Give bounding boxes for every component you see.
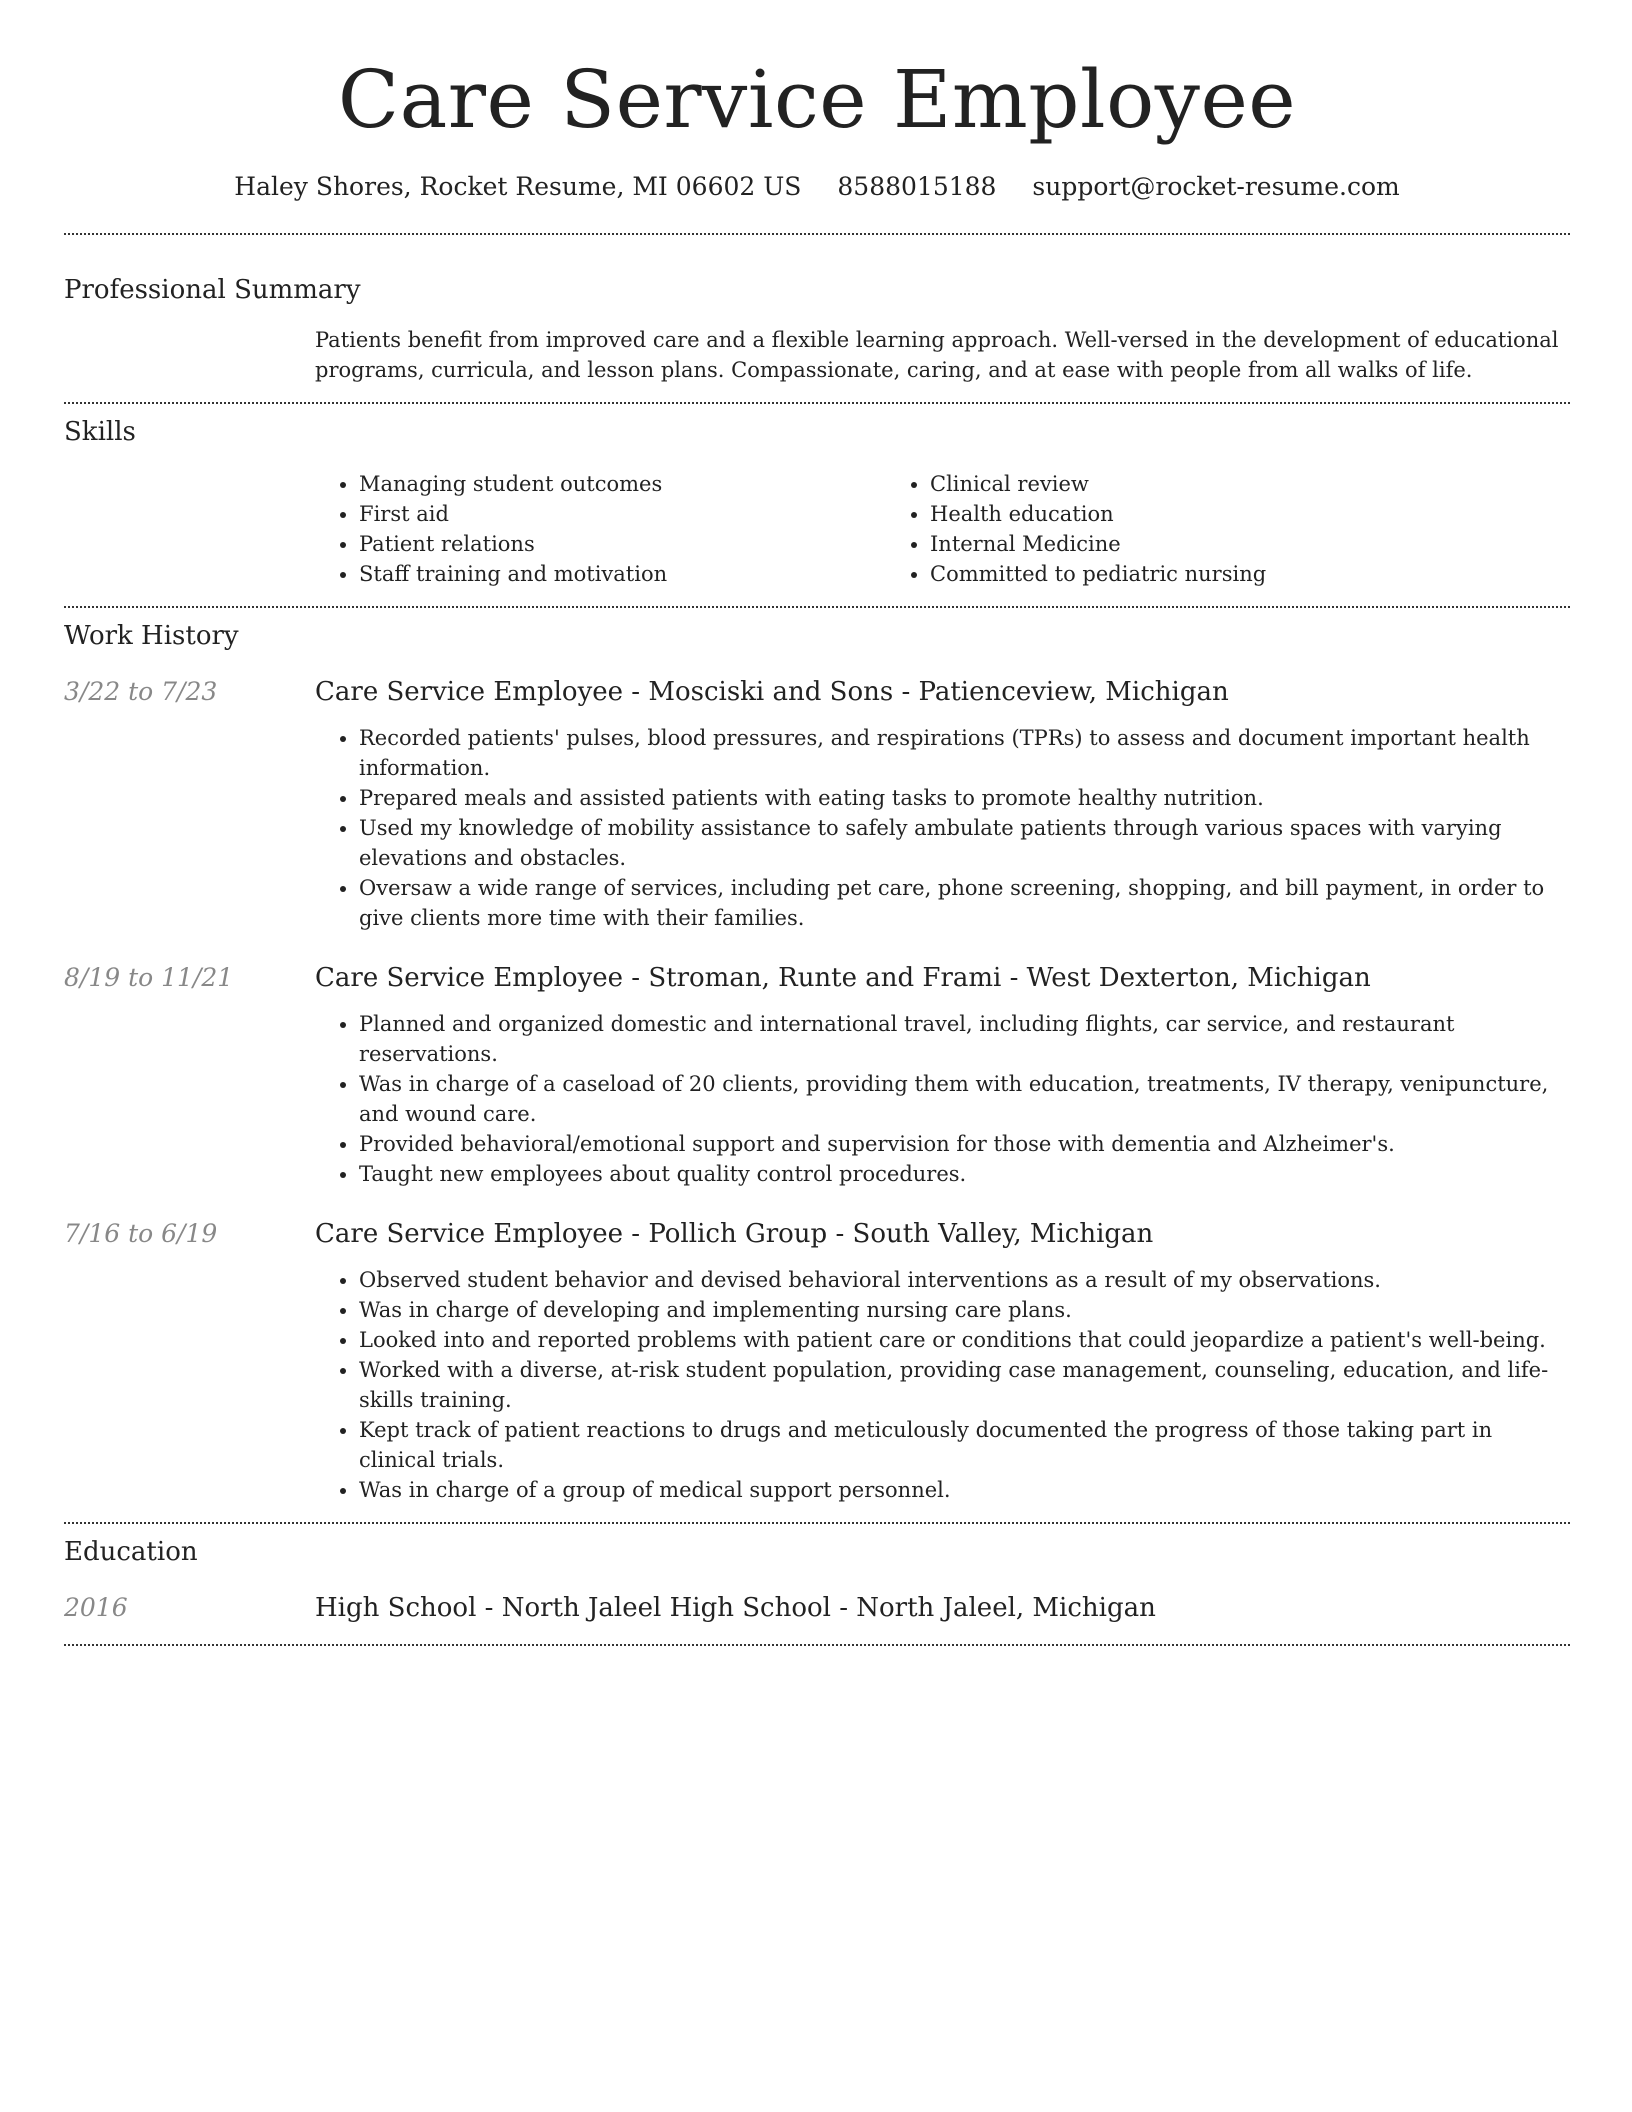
duty-item: • Kept track of patient reactions to drugs and meticulously documented the progress of those taking part in clinical trials. — [359, 1415, 1570, 1475]
job-entry — [64, 961, 1570, 1189]
job-header — [64, 675, 1570, 709]
divider — [64, 402, 1570, 404]
job-entry — [64, 675, 1570, 933]
duty-item: • Taught new employees about quality control procedures. — [359, 1159, 1570, 1189]
education-dates: 2016 — [64, 1593, 128, 1622]
contact-email: support@rocket-resume.com — [1032, 172, 1400, 201]
job-dates: 3/22 to 7/23 — [64, 677, 218, 706]
skills-list — [315, 469, 1570, 589]
job-dates: 7/16 to 6/19 — [64, 1219, 218, 1248]
skill-item: • Staff training and motivation — [359, 559, 886, 589]
duty-item: • Used my knowledge of mobility assistance to safely ambulate patients through various spaces with varying elevations and obstacles. — [359, 813, 1570, 873]
skill-item: • Committed to pediatric nursing — [930, 559, 1457, 589]
education-heading: High School - North Jaleel High School - North Jaleel, Michigan — [315, 1593, 1156, 1623]
work-history-title: Work History — [64, 621, 239, 651]
summary-title: Professional Summary — [64, 275, 361, 305]
duty-item: • Was in charge of a group of medical support personnel. — [359, 1475, 1570, 1505]
divider — [64, 606, 1570, 608]
duty-item: • Provided behavioral/emotional support and supervision for those with dementia and Alzheimer's. — [359, 1129, 1570, 1159]
job-duties — [315, 1009, 1570, 1189]
duty-item: • Looked into and reported problems with patient care or conditions that could jeopardize a patient's well-being. — [359, 1325, 1570, 1355]
skills-column-left — [315, 469, 886, 589]
duty-item: • Recorded patients' pulses, blood pressures, and respirations (TPRs) to assess and document important health information. — [359, 723, 1570, 783]
duty-item: • Oversaw a wide range of services, including pet care, phone screening, shopping, and bill payment, in order to give clients more time with their families. — [359, 873, 1570, 933]
skill-item: • Managing student outcomes — [359, 469, 886, 499]
skill-item: • Clinical review — [930, 469, 1457, 499]
contact-phone: 8588015188 — [837, 172, 997, 201]
job-duties — [315, 723, 1570, 933]
duty-item: • Was in charge of a caseload of 20 clients, providing them with education, treatments, IV therapy, venipuncture, and wound care. — [359, 1069, 1570, 1129]
divider — [64, 1644, 1570, 1646]
summary-text: Patients benefit from improved care and a flexible learning approach. Well-versed in the development of educational programs, curricula, and lesson plans. Compassionate, caring, and at ease with people from all walks of life. — [315, 328, 1559, 382]
job-header — [64, 961, 1570, 995]
education-title: Education — [64, 1537, 198, 1567]
job-entry — [64, 1217, 1570, 1505]
duty-item: • Worked with a diverse, at-risk student population, providing case management, counseling, education, and life-skills training. — [359, 1355, 1570, 1415]
candidate-name: Care Service Employee — [337, 53, 1297, 146]
divider — [64, 233, 1570, 235]
job-heading: Care Service Employee - Mosciski and Sons - Patienceview, Michigan — [315, 677, 1229, 707]
duty-item: • Planned and organized domestic and international travel, including flights, car service, and restaurant reservations. — [359, 1009, 1570, 1069]
job-dates: 8/19 to 11/21 — [64, 963, 234, 992]
duty-item: • Was in charge of developing and implementing nursing care plans. — [359, 1295, 1570, 1325]
skills-column-right — [886, 469, 1457, 589]
skills-title: Skills — [64, 417, 136, 447]
job-header — [64, 1217, 1570, 1251]
job-heading: Care Service Employee - Stroman, Runte and Frami - West Dexterton, Michigan — [315, 963, 1371, 993]
contact-info — [64, 170, 1570, 204]
skill-item: • Internal Medicine — [930, 529, 1457, 559]
contact-address: Haley Shores, Rocket Resume, MI 06602 US — [234, 172, 802, 201]
resume-page — [64, 0, 1570, 1646]
duty-item: • Prepared meals and assisted patients with eating tasks to promote healthy nutrition. — [359, 783, 1570, 813]
skill-item: • Health education — [930, 499, 1457, 529]
job-heading: Care Service Employee - Pollich Group - South Valley, Michigan — [315, 1219, 1154, 1249]
duty-item: • Observed student behavior and devised behavioral interventions as a result of my observations. — [359, 1265, 1570, 1295]
job-duties — [315, 1265, 1570, 1505]
education-entry — [64, 1591, 1570, 1625]
skill-item: • Patient relations — [359, 529, 886, 559]
divider — [64, 1522, 1570, 1524]
skill-item: • First aid — [359, 499, 886, 529]
